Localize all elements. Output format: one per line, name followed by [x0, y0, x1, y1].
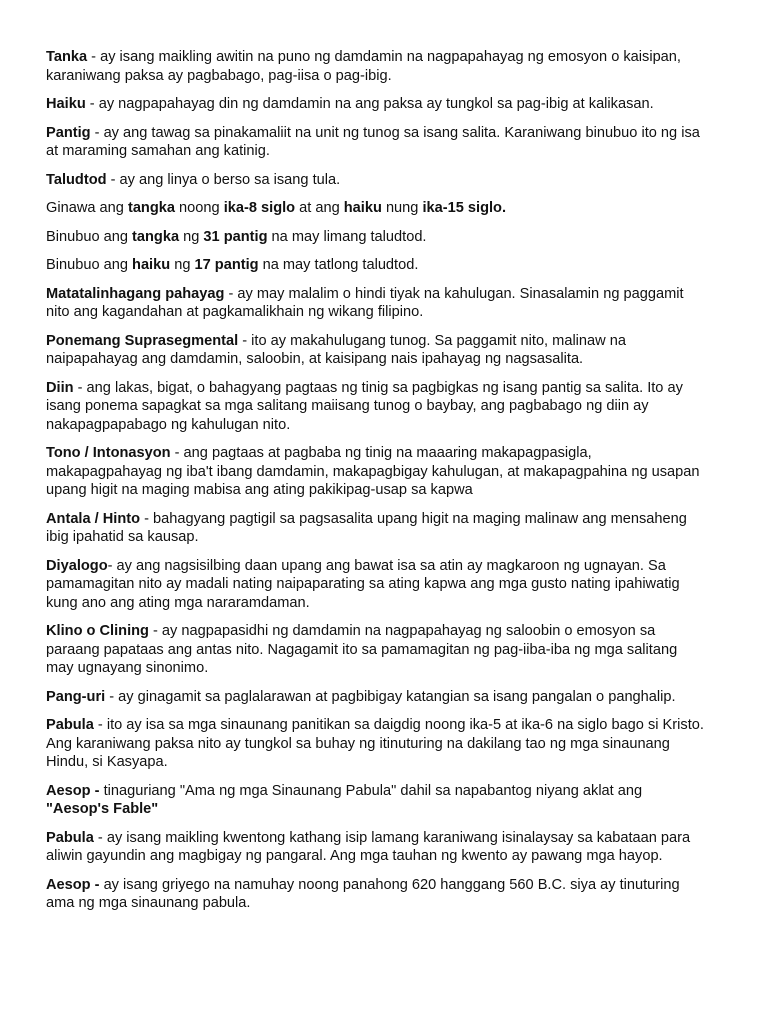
bold-term: "Aesop's Fable" [46, 801, 159, 817]
body-text: - ay isang maikling awitin na puno ng damdamin na nagpapahayag ng emosyon o kaisipan, karaniwang paksa ay pagbabago, pag-iisa o pag-ibig. [46, 49, 681, 84]
bold-term: Pabula [46, 829, 94, 846]
body-text: - ay ang tawag sa pinakamaliit na unit ng tunog sa isang salita. Karaniwang binubuo ito ng isa at maraming samahan ang katinig. [46, 124, 700, 159]
body-text: - ito ay isa sa mga sinaunang panitikan sa daigdig noong ika-5 at ika-6 na siglo bago si Kristo. Ang karaniwang paksa nito ay tungkol sa buhay ng itinuturing na dakilang tao ng mga sinaunang Hindu, si Kasyapa. [46, 717, 704, 770]
body-text: noong [175, 200, 224, 216]
bold-term: Aesop - [46, 782, 100, 799]
body-text: na may limang taludtod. [267, 228, 427, 245]
body-text: - ay ginagamit sa paglalarawan at pagbibigay katangian sa isang pangalan o panghalip. [105, 688, 676, 705]
paragraph [46, 688, 708, 707]
paragraph [46, 171, 708, 190]
bold-term: Diyalogo [46, 557, 108, 574]
paragraph [46, 782, 708, 819]
body-text: na may tatlong taludtod. [258, 257, 419, 273]
body-text: tinaguriang "Ama ng mga Sinaunang Pabula" dahil sa napabantog niyang aklat ang [99, 782, 643, 799]
body-text: - ang lakas, bigat, o bahagyang pagtaas ng tinig sa pagbigkas ng isang pantig sa salita. Ito ay isang ponema sapagkat sa mga salitang maiisang tunog o baybay, ang pagbabago ng diin ay nakapagpapabago ng kahulugan nito. [46, 379, 683, 433]
bold-term: tangka [127, 200, 175, 216]
paragraph [46, 510, 708, 547]
paragraph [46, 285, 708, 322]
body-text: - ay ang nagsisilbing daan upang ang bawat isa sa atin ay magkaroon ng ugnayan. Sa pamamagitan nito ay madali nating naipaparating sa ating kapwa ang mga gusto nating ipahiwatig kung ano ang ating mga nararamdaman. [46, 557, 680, 611]
body-text: - ay may malalim o hindi tiyak na kahulugan. Sinasalamin ng paggamit nito ang kagandahan at pagkamalikhain ng wikang filipino. [46, 285, 684, 320]
bold-term: Ponemang Suprasegmental [46, 332, 239, 349]
bold-term: Antala / Hinto [46, 510, 141, 527]
paragraph [46, 379, 708, 435]
paragraph [46, 557, 708, 613]
body-text: ng [170, 257, 195, 273]
bold-term: haiku [343, 200, 382, 216]
bold-term: Pang-uri [46, 688, 106, 705]
paragraph [46, 199, 708, 218]
bold-term: Pantig [46, 124, 91, 141]
bold-term: Diin [46, 379, 74, 396]
bold-term: ika-8 siglo [223, 200, 296, 216]
paragraph [46, 876, 708, 913]
body-text: - bahagyang pagtigil sa pagsasalita upang higit na maging malinaw ang mensaheng ibig ipahatid sa kausap. [46, 510, 687, 545]
bold-term: Pabula [46, 717, 94, 733]
bold-term: Tanka [46, 49, 88, 65]
body-text: - ay nagpapasidhi ng damdamin na nagpapahayag ng saloobin o emosyon sa paraang papataas ang antas nito. Nagagamit ito sa pamamagitan ng pag-iiba-iba ng mga salitang may ugnayang sinonimo. [46, 623, 678, 676]
body-text: ay isang griyego na namuhay noong panahong 620 hanggang 560 B.C. siya ay tinuturing ama ng mga sinaunang pabula. [46, 876, 680, 911]
body-text: ng [179, 228, 204, 245]
bold-term: haiku [132, 257, 171, 273]
bold-term: Klino o Clining [46, 623, 149, 639]
paragraph [46, 124, 708, 161]
body-text: - ay ang linya o berso sa isang tula. [106, 171, 341, 188]
bold-term: Tono / Intonasyon [46, 445, 171, 461]
bold-term: Aesop - [46, 876, 100, 893]
paragraph [46, 228, 708, 247]
paragraph [46, 95, 708, 114]
paragraph [46, 48, 708, 85]
bold-term: Haiku [46, 96, 86, 112]
document-body [46, 48, 708, 913]
body-text: - ang pagtaas at pagbaba ng tinig na maaaring makapagpasigla, makapagpahayag ng iba't ibang damdamin, makapagbigay kahulugan, at makapagpahina ng usapan upang higit na maging mabisa ang ating pakikipag-usap sa kapwa [46, 445, 700, 498]
body-text: - ito ay makahulugang tunog. Sa paggamit nito, malinaw na naipapahayag ang damdamin, saloobin, at kaisipang nais ipahayag ng nagsasalita. [46, 332, 626, 367]
bold-term: 17 pantig [194, 257, 259, 273]
paragraph [46, 622, 708, 678]
body-text: nung [381, 200, 423, 216]
bold-term: ika-15 siglo. [422, 200, 507, 216]
paragraph [46, 332, 708, 369]
bold-term: 31 pantig [203, 228, 268, 245]
paragraph [46, 716, 708, 772]
paragraph [46, 829, 708, 866]
bold-term: Taludtod [46, 171, 107, 188]
body-text: Binubuo ang [46, 228, 133, 245]
bold-term: tangka [132, 228, 180, 245]
paragraph [46, 444, 708, 500]
body-text: - ay isang maikling kwentong kathang isip lamang karaniwang isinalaysay sa kabataan para aliwin gayundin ang magbigay ng pangaral. Ang mga tauhan ng kwento ay pawang mga hayop. [46, 829, 691, 864]
paragraph [46, 256, 708, 275]
body-text: Ginawa ang [46, 200, 128, 216]
body-text: at ang [295, 200, 344, 216]
bold-term: Matatalinhagang pahayag [46, 285, 225, 302]
body-text: - ay nagpapahayag din ng damdamin na ang paksa ay tungkol sa pag-ibig at kalikasan. [85, 96, 654, 112]
body-text: Binubuo ang [46, 257, 133, 273]
